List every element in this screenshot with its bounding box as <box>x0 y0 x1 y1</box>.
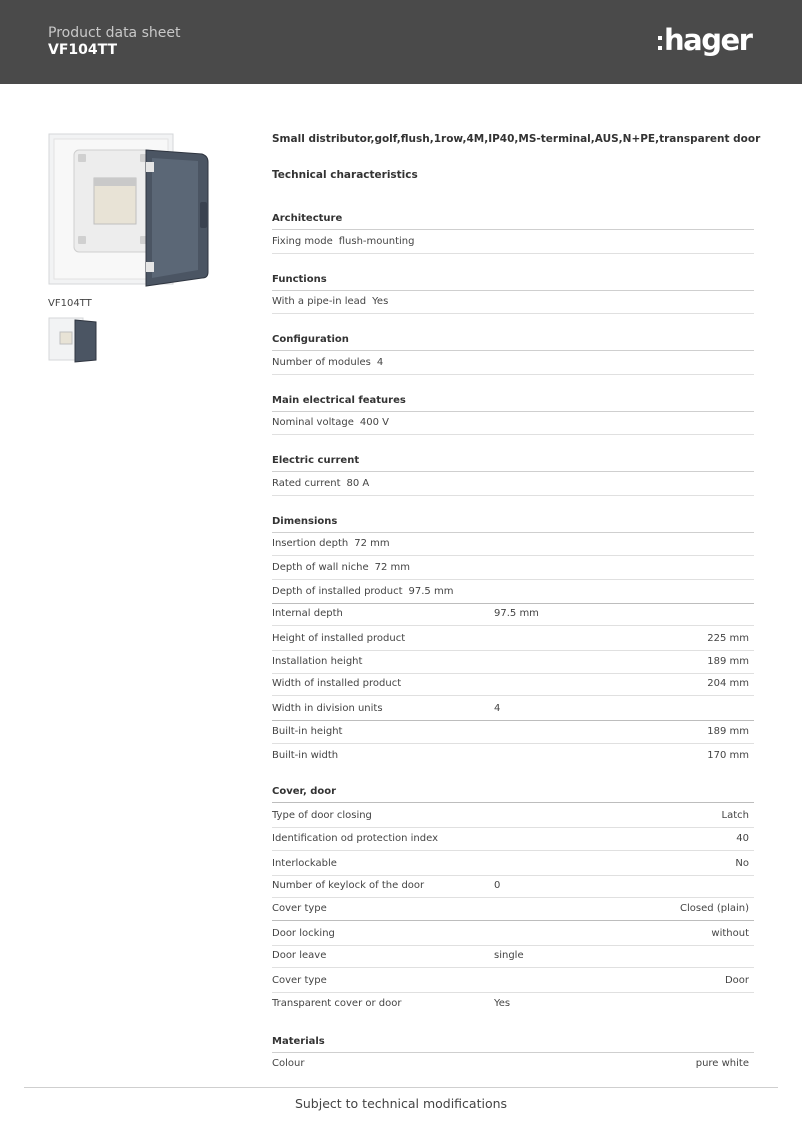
section-heading-main-electrical-features: Main electrical features <box>272 395 754 412</box>
spec-row <box>272 291 754 314</box>
section-heading-materials: Materials <box>272 1036 754 1053</box>
spec-value: single <box>494 950 524 961</box>
spec-row <box>272 651 754 674</box>
spec-value: flush-mounting <box>338 236 415 247</box>
header-subtitle: Product data sheet <box>48 25 181 41</box>
spec-row <box>272 898 754 921</box>
spec-value: 189 mm <box>707 726 749 737</box>
hager-logo <box>658 22 751 58</box>
spec-row <box>272 473 754 496</box>
spec-label: Depth of installed product <box>272 586 403 597</box>
section-heading-electric-current: Electric current <box>272 455 754 472</box>
spec-label: Installation height <box>272 656 363 667</box>
spec-label: Insertion depth <box>272 538 349 549</box>
spec-row <box>272 875 754 898</box>
spec-row <box>272 533 754 556</box>
spec-label: Rated current <box>272 478 341 489</box>
spec-label: Height of installed product <box>272 633 406 644</box>
footer-divider <box>24 1087 778 1088</box>
spec-row <box>272 581 754 604</box>
spec-value: Yes <box>372 296 389 307</box>
product-image <box>48 132 212 292</box>
spec-row <box>272 412 754 435</box>
spec-value: 72 mm <box>354 538 390 549</box>
header-product-code: VF104TT <box>48 42 118 58</box>
spec-value: 80 A <box>346 478 370 489</box>
spec-value: 225 mm <box>707 633 749 644</box>
spec-label: Identification od protection index <box>272 833 439 844</box>
spec-label: With a pipe-in lead <box>272 296 367 307</box>
spec-row <box>272 352 754 375</box>
spec-row <box>272 603 754 626</box>
section-heading-configuration: Configuration <box>272 334 754 351</box>
spec-row <box>272 557 754 580</box>
spec-value: 189 mm <box>707 656 749 667</box>
spec-value: 4 <box>494 703 501 714</box>
spec-label: Internal depth <box>272 608 343 619</box>
spec-value: No <box>735 858 749 869</box>
spec-value: 204 mm <box>707 678 749 689</box>
spec-row <box>272 853 754 876</box>
spec-label: Nominal voltage <box>272 417 354 428</box>
spec-value: Latch <box>721 810 749 821</box>
spec-row <box>272 698 754 721</box>
header-bar <box>0 0 802 84</box>
spec-label: Cover type <box>272 903 327 914</box>
spec-label: Number of modules <box>272 357 371 368</box>
spec-label: Door locking <box>272 928 335 939</box>
spec-value: Door <box>724 975 749 986</box>
spec-label: Transparent cover or door <box>272 998 402 1009</box>
logo-text: hager <box>664 23 752 57</box>
technical-characteristics-heading: Technical characteristics <box>272 169 418 181</box>
spec-label: Built-in width <box>272 750 339 761</box>
spec-row <box>272 945 754 968</box>
spec-row <box>272 805 754 828</box>
spec-value: without <box>711 928 749 939</box>
spec-row <box>272 745 754 768</box>
spec-label: Interlockable <box>272 858 337 869</box>
section-heading-architecture: Architecture <box>272 213 754 230</box>
section-heading-dimensions: Dimensions <box>272 516 754 533</box>
spec-row <box>272 828 754 851</box>
spec-row <box>272 721 754 744</box>
spec-value: pure white <box>695 1058 749 1069</box>
spec-value: 4 <box>376 357 384 368</box>
spec-row <box>272 923 754 946</box>
spec-label: Built-in height <box>272 726 343 737</box>
spec-label: Width in division units <box>272 703 383 714</box>
spec-value: 400 V <box>359 417 390 428</box>
spec-label: Number of keylock of the door <box>272 880 425 891</box>
section-heading-functions: Functions <box>272 274 754 291</box>
section-heading-cover-door: Cover, door <box>272 786 754 803</box>
spec-label: Cover type <box>272 975 327 986</box>
logo-dots-icon <box>658 36 662 50</box>
spec-row <box>272 231 754 254</box>
spec-value: 0 <box>494 880 501 891</box>
spec-row <box>272 628 754 651</box>
spec-label: Depth of wall niche <box>272 562 369 573</box>
spec-value: 97.5 mm <box>408 586 454 597</box>
spec-row <box>272 673 754 696</box>
spec-row <box>272 993 754 1016</box>
spec-label: Door leave <box>272 950 327 961</box>
product-title: Small distributor,golf,flush,1row,4M,IP40,MS-terminal,AUS,N+PE,transparent door <box>272 133 761 145</box>
spec-label: Width of installed product <box>272 678 402 689</box>
spec-row <box>272 970 754 993</box>
footer-note: Subject to technical modifications <box>294 1096 508 1111</box>
spec-label: Type of door closing <box>272 810 372 821</box>
spec-row <box>272 1053 754 1076</box>
product-image-label: VF104TT <box>48 298 92 309</box>
spec-value: 170 mm <box>707 750 749 761</box>
spec-value: Closed (plain) <box>680 903 749 914</box>
spec-value: 72 mm <box>374 562 410 573</box>
spec-label: Colour <box>272 1058 305 1069</box>
spec-label: Fixing mode <box>272 236 333 247</box>
spec-value: Yes <box>494 998 511 1009</box>
product-thumbnail[interactable] <box>48 316 100 364</box>
spec-value: 97.5 mm <box>494 608 539 619</box>
spec-value: 40 <box>736 833 749 844</box>
